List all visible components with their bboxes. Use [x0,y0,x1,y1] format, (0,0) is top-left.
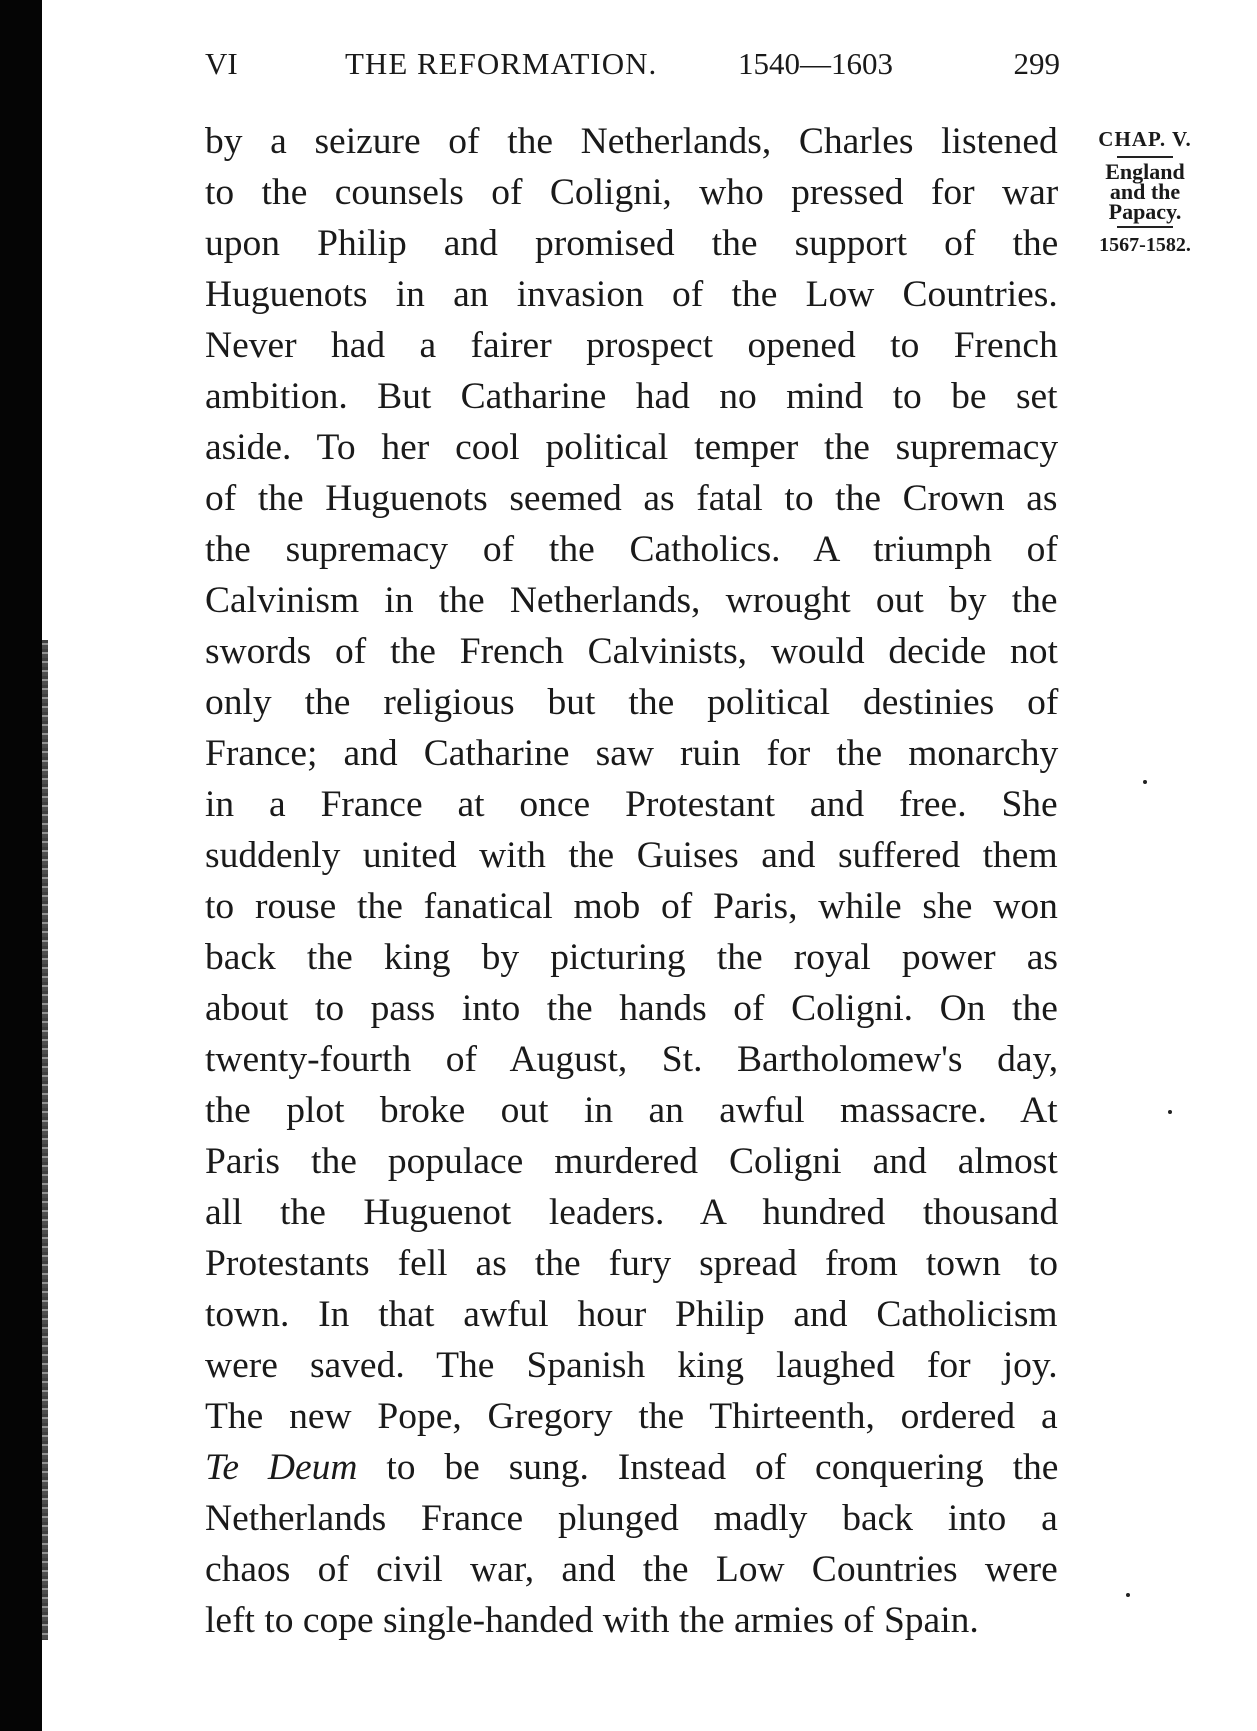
body-line: chaos of civil war, and the Low Countries were [205,1549,1058,1590]
body-line: Huguenots in an invasion of the Low Countries. [205,274,1058,315]
body-line: Never had a fairer prospect opened to French [205,325,1058,366]
running-head-title: THE REFORMATION. [345,46,658,81]
marginal-topic-line2: and the [1109,179,1181,204]
body-line: by a seizure of the Netherlands, Charles listened [205,121,1058,162]
body-line: to rouse the fanatical mob of Paris, while she won [205,886,1058,927]
marginal-date-range: 1567-1582. [1099,234,1191,256]
marginal-notes [1080,126,1210,258]
body-line: back the king by picturing the royal power as [205,937,1058,978]
running-head [205,44,1060,84]
marginal-topic-line1: England [1105,159,1185,184]
running-head-dates: 1540—1603 [738,46,893,81]
body-line: the plot broke out in an awful massacre. At [205,1090,1058,1131]
body-line: Netherlands France plunged madly back into a [205,1498,1058,1539]
running-head-chapter: VI [205,46,238,81]
paper-speck [1143,780,1147,784]
body-line: only the religious but the political destinies of [205,682,1059,723]
marginal-rule [1117,226,1173,228]
body-line: suddenly united with the Guises and suffered them [205,835,1058,876]
body-line: Te Deum to be sung. Instead of conquering the [205,1447,1059,1488]
body-line: Paris the populace murdered Coligni and almost [205,1141,1058,1182]
body-line: in a France at once Protestant and free. She [205,784,1058,825]
body-line: ambition. But Catharine had no mind to be set [205,376,1058,417]
body-line: upon Philip and promised the support of the [205,223,1059,264]
paper-speck [1168,1110,1172,1114]
body-line: the supremacy of the Catholics. A triumph of [205,529,1058,570]
body-line: about to pass into the hands of Coligni. On the [205,988,1058,1029]
body-line: were saved. The Spanish king laughed for joy. [205,1345,1058,1386]
body-line: The new Pope, Gregory the Thirteenth, ordered a [205,1396,1058,1437]
body-text [205,116,1058,1646]
body-line: aside. To her cool political temper the supremacy [205,427,1059,468]
body-line: all the Huguenot leaders. A hundred thousand [205,1192,1059,1233]
marginal-topic-line3: Papacy. [1108,199,1182,224]
body-line: to the counsels of Coligni, who pressed for war [205,172,1059,213]
book-binding-edge [0,0,42,1731]
body-line: swords of the French Calvinists, would decide not [205,631,1058,672]
body-line: left to cope single-handed with the armies of Spain. [205,1600,979,1641]
binding-fray [42,640,48,1640]
paper-speck [1126,1593,1130,1597]
body-line: of the Huguenots seemed as fatal to the Crown as [205,478,1058,519]
body-line: France; and Catharine saw ruin for the monarchy [205,733,1059,774]
body-line: town. In that awful hour Philip and Catholicism [205,1294,1058,1335]
marginal-chapter: CHAP. V. [1098,127,1192,151]
body-line: Calvinism in the Netherlands, wrought out by the [205,580,1058,621]
marginal-rule [1117,156,1173,158]
page-number: 299 [1013,46,1060,81]
body-line: Protestants fell as the fury spread from town to [205,1243,1059,1284]
body-line: twenty-fourth of August, St. Bartholomew's day, [205,1039,1059,1080]
